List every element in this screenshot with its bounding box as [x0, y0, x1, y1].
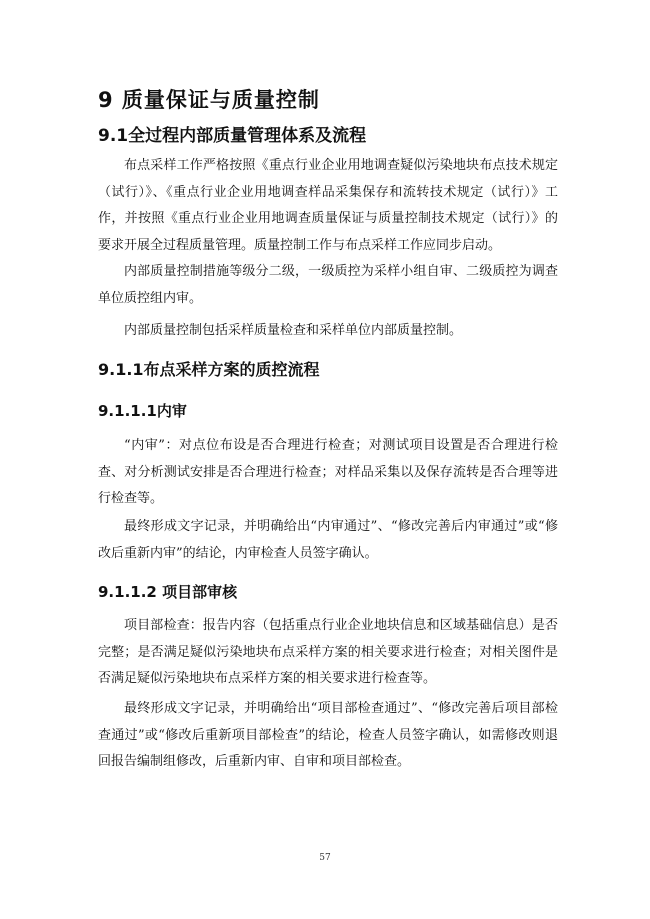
chapter-heading: 9 质量保证与质量控制: [98, 88, 320, 112]
project-review-heading: 9.1.1.2 项目部审核: [98, 583, 238, 601]
paragraph: “内审”：对点位布设是否合理进行检查；对测试项目设置是否合理进行检查、对分析测试安排是否合理进行检查；对样品采集以及保存流转是否合理等进行检查等。: [98, 438, 558, 506]
paragraph: 内部质量控制措施等级分二级，一级质控为采样小组自审、二级质控为调查单位质控组内审。: [98, 264, 558, 306]
page-number: 57: [319, 853, 331, 863]
section-heading: 9.1全过程内部质量管理体系及流程: [98, 126, 367, 146]
paragraph: 布点采样工作严格按照《重点行业企业用地调查疑似污染地块布点技术规定（试行）》、《重点行业企业用地调查样品采集保存和流转技术规定（试行）》工作，并按照《重点行业企业用地调查质量保证与质量控制技术规定（试行）》的要求开展全过程质量管理。质量控制工作与布点采样工作应同步启动。: [98, 158, 558, 253]
paragraph: 最终形成文字记录，并明确给出“内审通过”、“修改完善后内审通过”或“修改后重新内审”的结论，内审检查人员签字确认。: [98, 519, 558, 561]
paragraph: 内部质量控制包括采样质量检查和采样单位内部质量控制。: [124, 323, 463, 338]
paragraph: 最终形成文字记录，并明确给出“项目部检查通过”、“修改完善后项目部检查通过”或“修改后重新项目部检查”的结论，检查人员签字确认，如需修改则退回报告编制组修改，后重新内审、自审和项目部检查。: [98, 701, 558, 769]
paragraph: 项目部检查：报告内容（包括重点行业企业地块信息和区域基础信息）是否完整；是否满足疑似污染地块布点采样方案的相关要求进行检查；对相关图件是否满足疑似污染地块布点采样方案的相关要求进行检查等。: [98, 618, 558, 686]
subsection-heading: 9.1.1布点采样方案的质控流程: [98, 360, 320, 379]
internal-review-heading: 9.1.1.1内审: [98, 402, 187, 420]
